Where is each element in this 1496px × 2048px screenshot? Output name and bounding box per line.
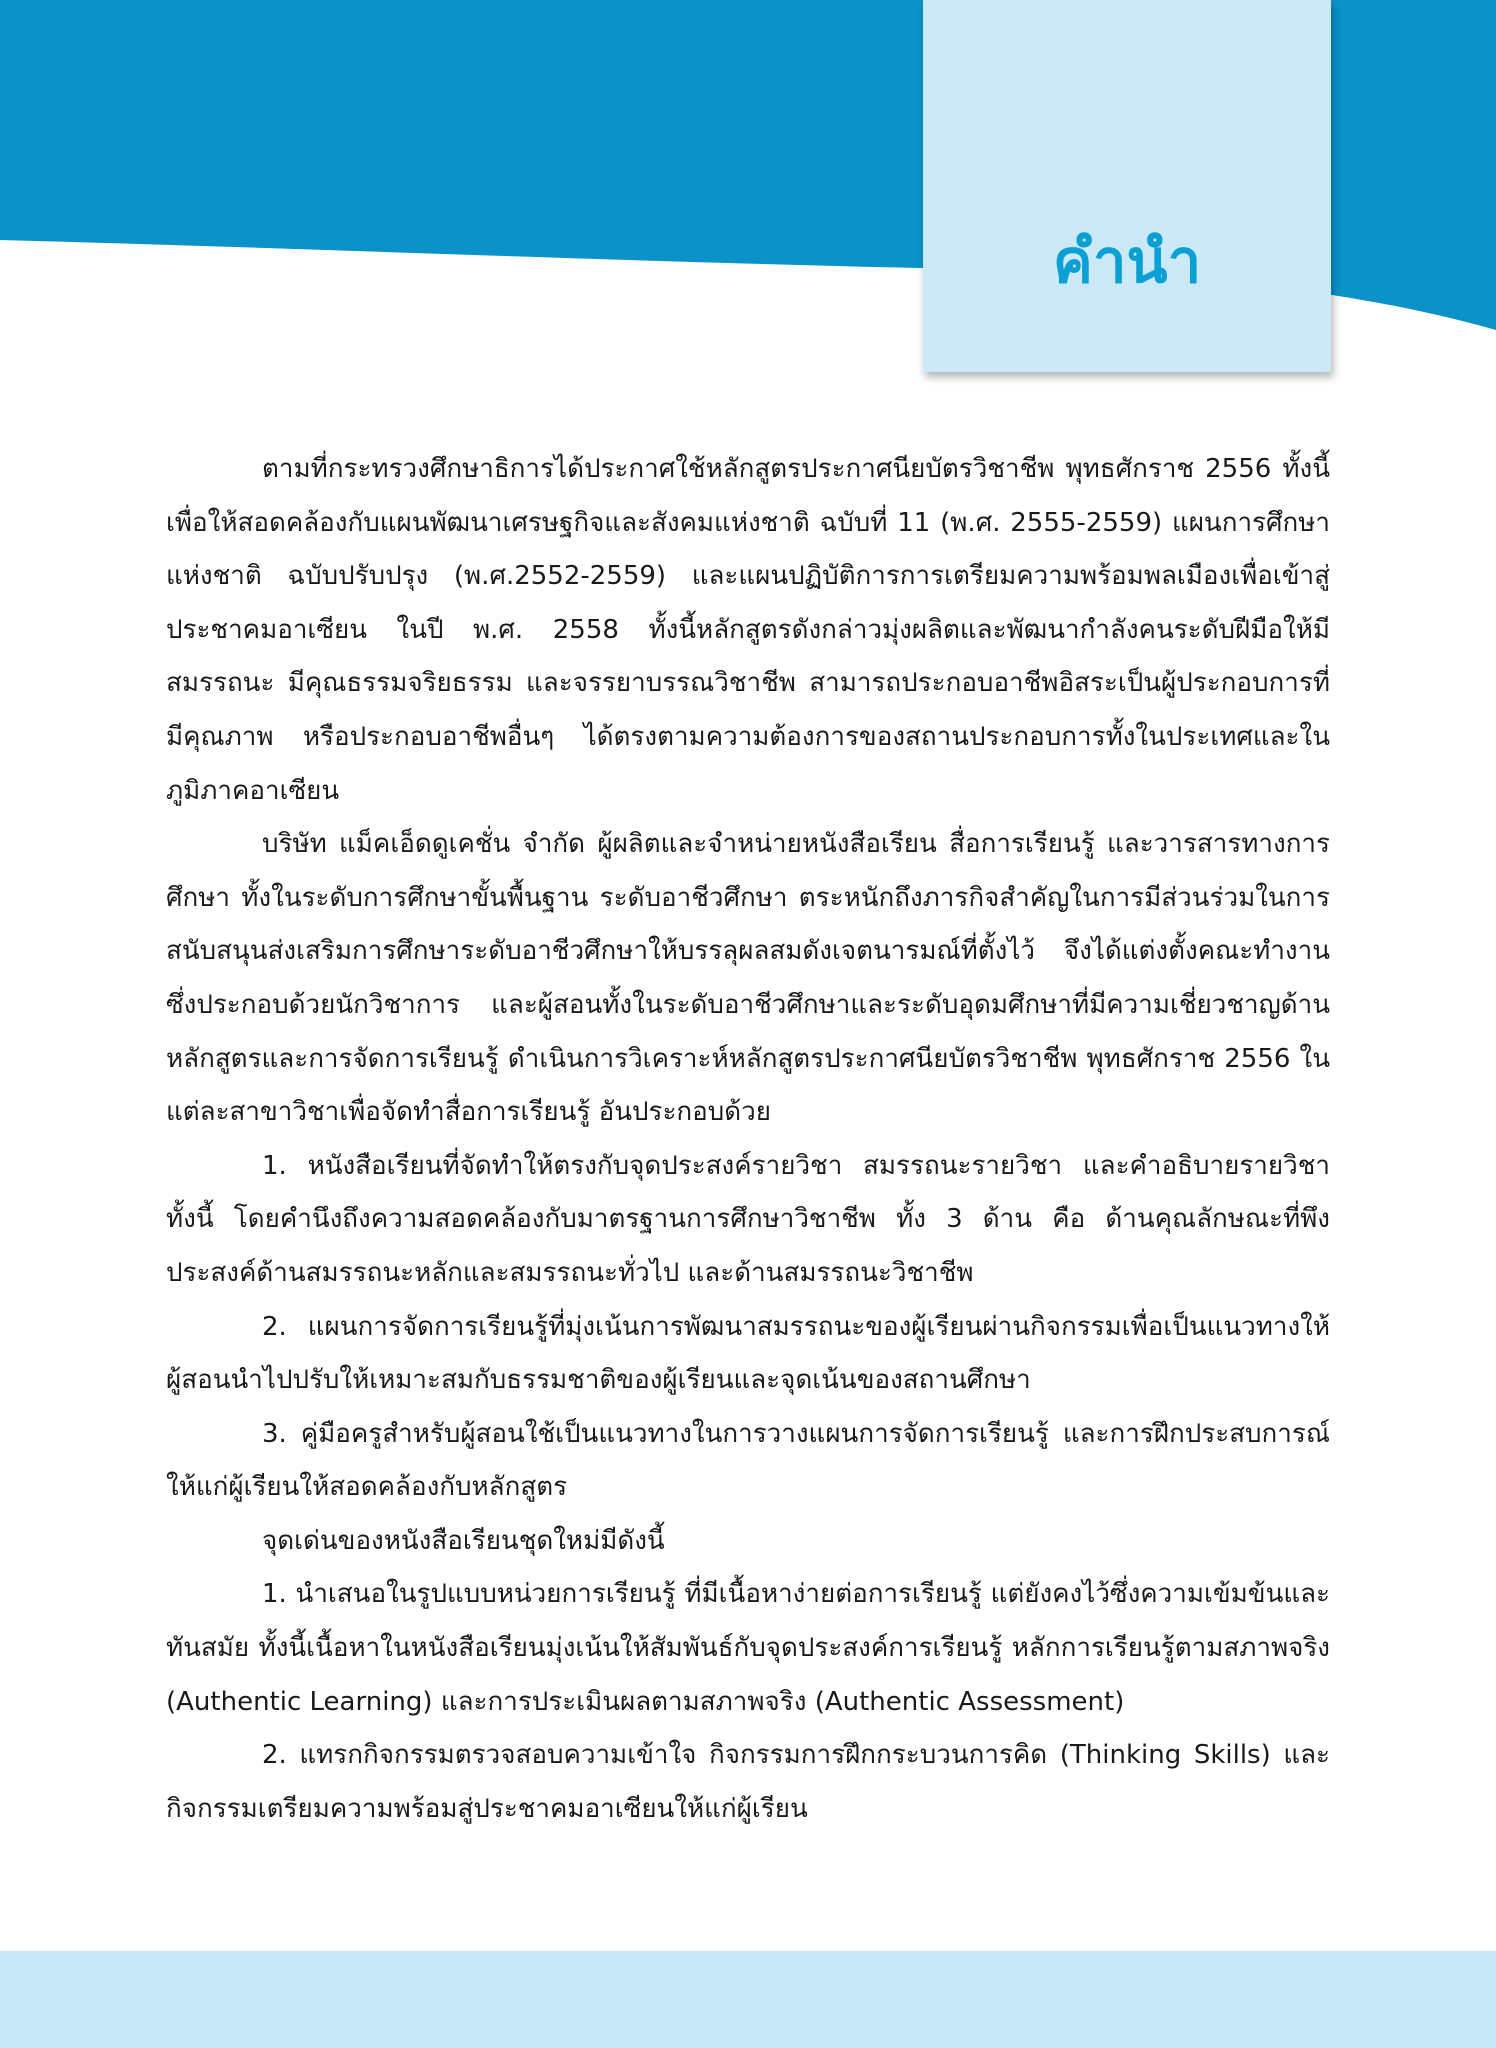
preface-body bbox=[166, 443, 1330, 1836]
highlights-heading: จุดเด่นของหนังสือเรียนชุดใหม่มีดังนี้ bbox=[262, 1525, 665, 1556]
footer-band bbox=[0, 1951, 1496, 2048]
page-title: คำนำ bbox=[1052, 227, 1202, 297]
highlight-item-activities: 2. แทรกกิจกรรมตรวจสอบความเข้าใจ กิจกรรมการฝึกกระบวนการคิด (Thinking Skills) และกิจกรรมเตรียมความพร้อมสู่ประชาคมอาเซียนให้แก่ผู้เรียน bbox=[166, 1740, 1330, 1824]
list-item-teacher-guide: 3. คู่มือครูสำหรับผู้สอนใช้เป็นแนวทางในการวางแผนการจัดการเรียนรู้ และการฝึกประสบการณ์ให้แก่ผู้เรียนให้สอดคล้องกับหลักสูตร bbox=[166, 1418, 1330, 1503]
title-tab bbox=[923, 0, 1331, 372]
paragraph-intro: ตามที่กระทรวงศึกษาธิการได้ประกาศใช้หลักสูตรประกาศนียบัตรวิชาชีพ พุทธศักราช 2556 ทั้งนี้เพื่อให้สอดคล้องกับแผนพัฒนาเศรษฐกิจและสังคมแห่งชาติ ฉบับที่ 11 (พ.ศ. 2555-2559) แผนการศึกษาแห่งชาติ ฉบับปรับปรุง (พ.ศ.2552-2559) และแผนปฏิบัติการการเตรียมความพร้อมพลเมืองเพื่อเข้าสู่ประชาคมอาเซียน ในปี พ.ศ. 2558 ทั้งนี้หลักสูตรดังกล่าวมุ่งผลิตและพัฒนากำลังคนระดับฝีมือให้มีสมรรถนะ มีคุณธรรมจริยธรรม และจรรยาบรรณวิชาชีพ สามารถประกอบอาชีพอิสระเป็นผู้ประกอบการที่มีคุณภาพ หรือประกอบอาชีพอื่นๆ ได้ตรงตามความต้องการของสถานประกอบการทั้งในประเทศและในภูมิภาคอาเซียน bbox=[166, 454, 1330, 806]
list-item-textbook: 1. หนังสือเรียนที่จัดทำให้ตรงกับจุดประสงค์รายวิชา สมรรถนะรายวิชา และคำอธิบายรายวิชา ทั้งนี้ โดยคำนึงถึงความสอดคล้องกับมาตรฐานการศึกษาวิชาชีพ ทั้ง 3 ด้าน คือ ด้านคุณลักษณะที่พึงประสงค์ด้านสมรรถนะหลักและสมรรถนะทั่วไป และด้านสมรรถนะวิชาชีพ bbox=[166, 1150, 1330, 1288]
list-item-lesson-plan: 2. แผนการจัดการเรียนรู้ที่มุ่งเน้นการพัฒนาสมรรถนะของผู้เรียนผ่านกิจกรรมเพื่อเป็นแนวทางให้ผู้สอนนำไปปรับให้เหมาะสมกับธรรมชาติของผู้เรียนและจุดเน้นของสถานศึกษา bbox=[166, 1311, 1330, 1396]
paragraph-company: บริษัท แม็คเอ็ดดูเคชั่น จำกัด ผู้ผลิตและจำหน่ายหนังสือเรียน สื่อการเรียนรู้ และวารสารทางการศึกษา ทั้งในระดับการศึกษาขั้นพื้นฐาน ระดับอาชีวศึกษา ตระหนักถึงภารกิจสำคัญในการมีส่วนร่วมในการสนับสนุนส่งเสริมการศึกษาระดับอาชีวศึกษาให้บรรลุผลสมดังเจตนารมณ์ที่ตั้งไว้ จึงได้แต่งตั้งคณะทำงานซึ่งประกอบด้วยนักวิชาการ และผู้สอนทั้งในระดับอาชีวศึกษาและระดับอุดมศึกษาที่มีความเชี่ยวชาญด้านหลักสูตรและการจัดการเรียนรู้ ดำเนินการวิเคราะห์หลักสูตรประกาศนียบัตรวิชาชีพ พุทธศักราช 2556 ในแต่ละสาขาวิชาเพื่อจัดทำสื่อการเรียนรู้ อันประกอบด้วย bbox=[166, 829, 1330, 1128]
highlight-item-units: 1. นำเสนอในรูปแบบหน่วยการเรียนรู้ ที่มีเนื้อหาง่ายต่อการเรียนรู้ แต่ยังคงไว้ซึ่งความเข้มข้นและทันสมัย ทั้งนี้เนื้อหาในหนังสือเรียนมุ่งเน้นให้สัมพันธ์กับจุดประสงค์การเรียนรู้ หลักการเรียนรู้ตามสภาพจริง (Authentic Learning) และการประเมินผลตามสภาพจริง (Authentic Assessment) bbox=[166, 1579, 1330, 1717]
